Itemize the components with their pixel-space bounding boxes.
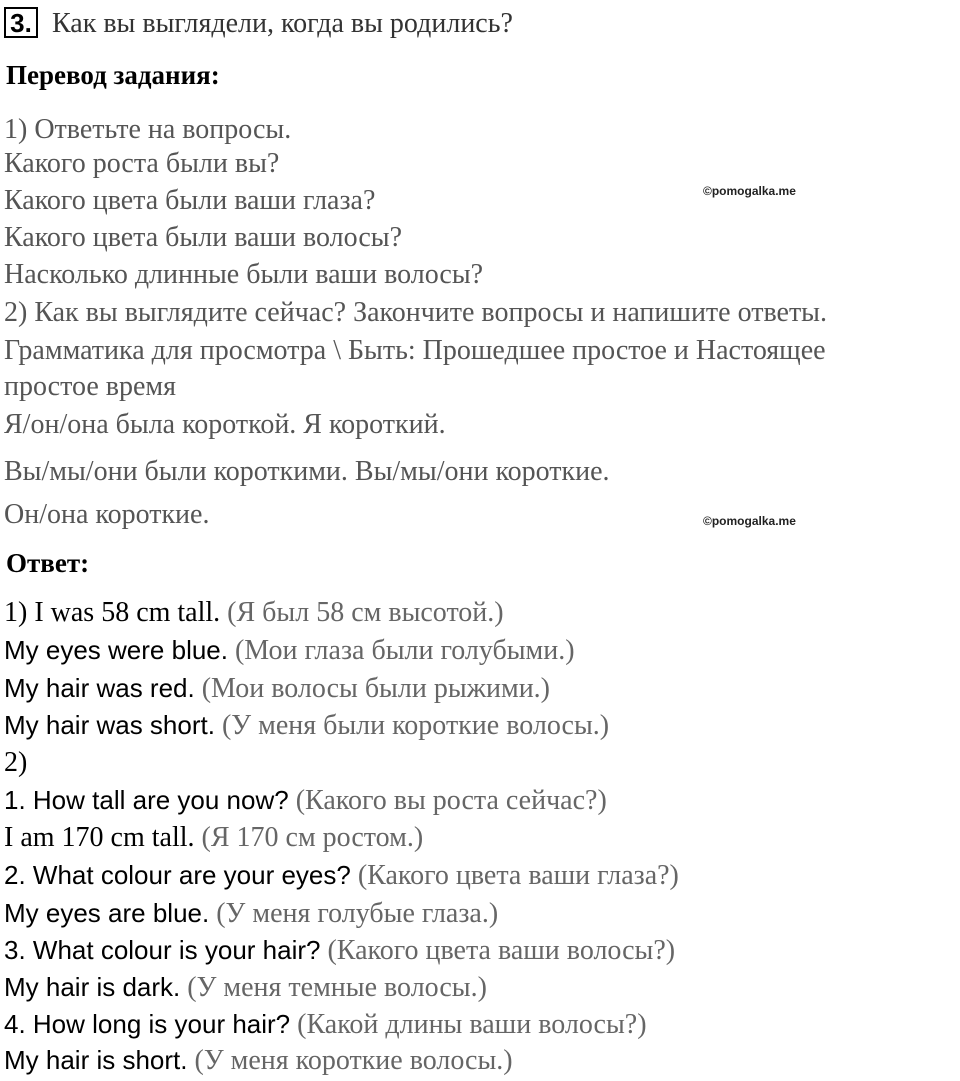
answer-en: 2) [4,747,28,778]
answer-line [4,632,575,669]
answer-ru: (У меня голубые глаза.) [209,898,499,929]
answer-en: 1) I was 58 cm tall. [4,597,221,628]
translation-line: Он/она короткие. [4,499,210,530]
answer-en: My eyes were blue. [4,635,228,665]
translation-line: Насколько длинные были ваши волосы? [4,259,484,290]
answer-en: 1. How tall are you now? [4,785,289,815]
answer-line [4,819,423,856]
translation-line: Какого роста были вы? [4,148,280,179]
answer-ru: (Какого цвета ваши глаза?) [350,860,679,891]
answer-line [4,670,550,707]
watermark: ©pomogalka.me [703,184,796,198]
answer-ru: (Какого цвета ваши волосы?) [320,935,676,966]
answer-line [4,1006,647,1043]
answer-line [4,707,609,744]
translation-line: Грамматика для просмотра \ Быть: Прошедшее простое и Настоящее [4,335,826,366]
translation-line: Какого цвета были ваши глаза? [4,185,376,216]
answer-ru: (Я был 58 см высотой.) [220,597,504,628]
answer-en: My hair was red. [4,673,195,703]
answer-en: My hair was short. [4,710,215,740]
answer-ru: (Мои волосы были рыжими.) [194,673,550,704]
answer-en: My hair is short. [4,1045,188,1075]
answer-en: 4. How long is your hair? [4,1009,291,1039]
answer-heading: Ответ: [6,548,90,578]
answer-ru: (У меня были короткие волосы.) [214,710,610,741]
answer-ru: (Я 170 см ростом.) [194,822,424,853]
task-question: Как вы выглядели, когда вы родились? [52,8,513,39]
answer-line [4,932,675,969]
answer-en: My hair is dark. [4,972,181,1002]
watermark: ©pomogalka.me [703,514,796,528]
answer-ru: (Какого вы роста сейчас?) [288,785,607,816]
answer-line [4,594,504,631]
translation-heading: Перевод задания: [6,60,220,90]
answer-ru: (У меня короткие волосы.) [187,1045,513,1076]
translation-line: Вы/мы/они были короткими. Вы/мы/они короткие. [4,456,610,487]
answer-line [4,969,487,1006]
translation-line: простое время [4,371,176,402]
translation-line: Какого цвета были ваши волосы? [4,222,403,253]
answer-line [4,782,607,819]
answer-ru: (Мои глаза были голубыми.) [227,635,575,666]
answer-en: I am 170 cm tall. [4,822,195,853]
answer-en: 3. What colour is your hair? [4,935,321,965]
answer-line [4,895,498,932]
translation-line: 2) Как вы выглядите сейчас? Закончите вопросы и напишите ответы. [4,297,827,328]
answer-en: My eyes are blue. [4,898,210,928]
answer-en: 2. What colour are your eyes? [4,860,351,890]
answer-ru: (Какой длины ваши волосы?) [290,1009,647,1040]
answer-line [4,857,679,894]
translation-line: Я/он/она была короткой. Я короткий. [4,409,446,440]
answer-ru: (У меня темные волосы.) [180,972,487,1003]
translation-line: 1) Ответьте на вопросы. [4,114,292,145]
answer-line [4,744,27,781]
answer-line [4,1042,513,1079]
task-number-box: 3. [4,7,38,38]
